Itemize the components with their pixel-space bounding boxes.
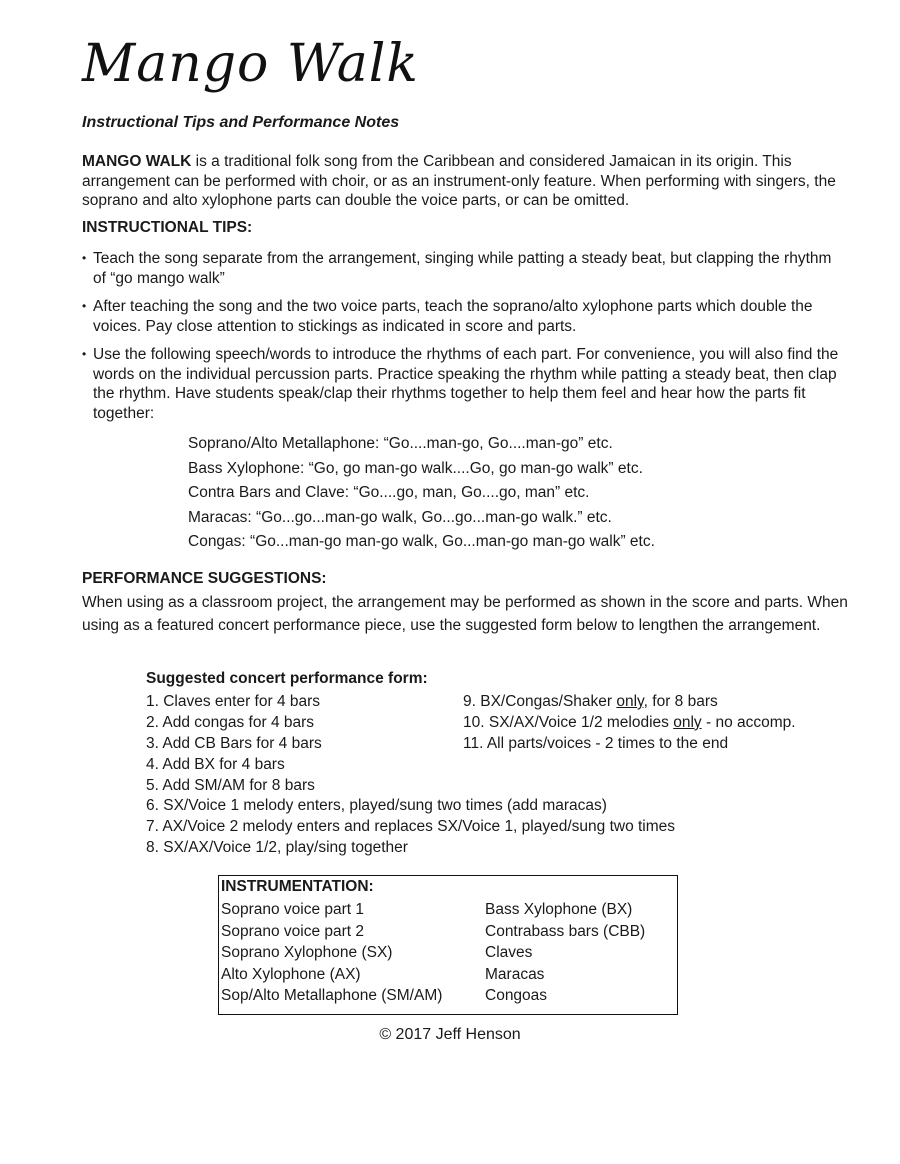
form-step: [463, 734, 796, 755]
form-step: 7. AX/Voice 2 melody enters and replaces SX/Voice 1, played/sung two times: [146, 818, 676, 836]
form-step: 8. SX/AX/Voice 1/2, play/sing together: [146, 839, 408, 857]
tip-text: After teaching the song and the two voice parts, teach the soprano/alto xylophone parts which double the voices. Pay close attention to stickings as indicated in score and parts.: [93, 298, 813, 335]
speech-line: Maracas: “Go...go...man-go walk, Go...go...man-go walk.” etc.: [188, 508, 612, 526]
instrument-item: Alto Xylophone (AX): [221, 965, 361, 983]
bullet-icon: •: [82, 251, 87, 265]
form-step: 5. Add SM/AM for 8 bars: [146, 776, 315, 794]
form-step-text: for 8 bars: [647, 693, 718, 710]
copyright-notice: © 2017 Jeff Henson: [379, 1026, 521, 1043]
tip-item: [82, 345, 842, 423]
intro-paragraph: [82, 152, 842, 211]
speech-line: Contra Bars and Clave: “Go....go, man, Go....go, man” etc.: [188, 484, 590, 501]
instrumentation-right: [485, 899, 645, 1007]
form-heading: Suggested concert performance form:: [146, 670, 428, 687]
instrument-item: Sop/Alto Metallaphone (SM/AM): [221, 987, 443, 1005]
speech-line: Soprano/Alto Metallaphone: “Go....man-go, Go....man-go” etc.: [188, 435, 613, 452]
speech-line: Bass Xylophone: “Go, go man-go walk....Go, go man-go walk” etc.: [188, 459, 643, 477]
instrument-item: Maracas: [485, 965, 545, 983]
speech-list: [188, 432, 655, 555]
form-step-text: 9. BX/Congas/Shaker: [463, 693, 617, 710]
instrument-item: Congoas: [485, 987, 548, 1005]
intro-text: is a traditional folk song from the Caribbean and considered Jamaican in its origin. This arrangement can be performed with choir, or as an instrument-only feature. When performing with singers, the soprano and alto xylophone parts can double the voice parts, or can be omitted.: [82, 153, 836, 209]
document-subtitle: Instructional Tips and Performance Notes: [82, 114, 400, 131]
instrument-item: Soprano voice part 2: [221, 922, 365, 940]
instrumentation-heading: INSTRUMENTATION:: [221, 878, 374, 895]
form-step: [463, 713, 796, 734]
performance-heading: PERFORMANCE SUGGESTIONS:: [82, 570, 327, 587]
tip-text: Teach the song separate from the arrangement, singing while patting a steady beat, but clapping the rhythm of “go mango walk”: [93, 250, 832, 287]
form-step: 4. Add BX for 4 bars: [146, 755, 285, 773]
bullet-icon: •: [82, 347, 87, 361]
instrument-item: Soprano Xylophone (SX): [221, 944, 393, 962]
bullet-icon: •: [82, 299, 87, 313]
instrumentation-box: [218, 875, 678, 1015]
form-step: [463, 692, 796, 713]
instrument-item: Claves: [485, 944, 533, 962]
document-title: Mango Walk: [82, 34, 419, 94]
form-step-text: 10. SX/AX/Voice 1/2 melodies: [463, 713, 674, 731]
speech-line: Congas: “Go...man-go man-go walk, Go...man-go man-go walk” etc.: [188, 533, 655, 550]
form-steps-right: [463, 692, 796, 755]
tips-list: [82, 249, 842, 432]
form-step: 2. Add congas for 4 bars: [146, 713, 315, 731]
tips-heading: INSTRUCTIONAL TIPS:: [82, 219, 253, 236]
form-step: 1. Claves enter for 4 bars: [146, 693, 321, 710]
instrument-item: Soprano voice part 1: [221, 901, 365, 918]
form-step-text: 11. All parts/voices - 2 times to the end: [463, 734, 729, 752]
tip-item: [82, 297, 842, 336]
form-step: 6. SX/Voice 1 melody enters, played/sung two times (add maracas): [146, 797, 607, 815]
tip-text: Use the following speech/words to introduce the rhythms of each part. For convenience, you will also find the words on the individual percussion parts. Practice speaking the rhythm while patting a steady beat, then clap the rhythm. Have students speak/clap their rhythms together to help them feel and hear how the parts fit together:: [93, 346, 839, 422]
form-step-text: - no accomp.: [701, 713, 796, 731]
performance-text: When using as a classroom project, the arrangement may be performed as shown in the score and parts. When using as a featured concert performance piece, use the suggested form below to lengthen the arrangement.: [82, 594, 848, 634]
instrument-item: Contrabass bars (CBB): [485, 922, 646, 940]
form-step-emphasis: only,: [616, 693, 648, 710]
form-step: 3. Add CB Bars for 4 bars: [146, 734, 322, 752]
intro-lead: MANGO WALK: [82, 153, 192, 170]
tip-item: [82, 249, 842, 288]
instrument-item: Bass Xylophone (BX): [485, 901, 633, 918]
form-step-emphasis: only: [673, 713, 702, 731]
instrumentation-left: [221, 899, 442, 1007]
